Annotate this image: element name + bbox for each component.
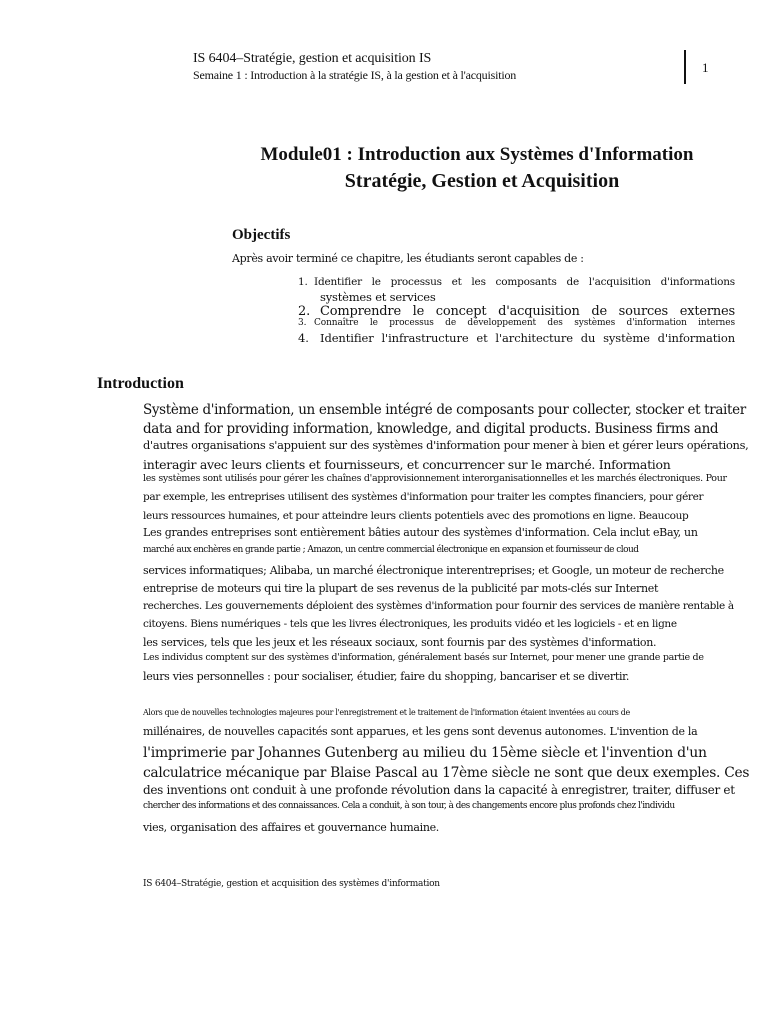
introduction-heading: Introduction <box>97 375 184 392</box>
text-line: citoyens. Biens numériques - tels que les livres électroniques, les produits vidéo et les logiciels - et en ligne <box>143 618 677 630</box>
header-week-subtitle: Semaine 1 : Introduction à la stratégie IS, à la gestion et à l'acquisition <box>193 68 517 82</box>
text-line: leurs vies personnelles : pour socialiser, étudier, faire du shopping, bancariser et se divertir. <box>143 670 630 683</box>
list-item-continuation: systèmes et services <box>320 290 436 304</box>
introduction-paragraph-1 <box>143 402 747 688</box>
list-item-text: Connaître le processus de développement des systèmes d'information internes <box>314 318 735 328</box>
text-line: l'imprimerie par Johannes Gutenberg au milieu du 15ème siècle et l'invention d'un <box>143 745 707 761</box>
text-line: entreprise de moteurs qui tire la plupart de ses revenus de la publicité par mots-clés sur Internet <box>143 582 659 595</box>
list-item-text: Comprendre le concept d'acquisition de sources externes <box>320 304 735 319</box>
text-line: les systèmes sont utilisés pour gérer les chaînes d'approvisionnement interorganisationnelles et les marchés électroniques. Pour <box>143 473 727 484</box>
text-line: services informatiques; Alibaba, un marché électronique interentreprises; et Google, un moteur de recherche <box>143 564 724 577</box>
module-title: Module01 : Introduction aux Systèmes d'Information <box>260 144 694 165</box>
objectives-heading: Objectifs <box>232 227 291 243</box>
footer-text: IS 6404–Stratégie, gestion et acquisition des systèmes d'information <box>143 879 440 889</box>
text-line: recherches. Les gouvernements déploient des systèmes d'information pour fournir des services de manière rentable à <box>143 600 734 612</box>
text-line: millénaires, de nouvelles capacités sont apparues, et les gens sont devenus autonomes. L'invention de la <box>143 725 698 738</box>
list-item-number: 1. <box>298 276 308 288</box>
introduction-paragraph-2 <box>143 708 750 839</box>
list-item-text: Identifier l'infrastructure et l'architecture du système d'information <box>320 331 735 345</box>
page-number: 1 <box>702 60 709 75</box>
text-line: vies, organisation des affaires et gouvernance humaine. <box>143 821 440 834</box>
text-line: par exemple, les entreprises utilisent des systèmes d'information pour traiter les comptes financiers, pour gérer <box>143 491 704 503</box>
text-line: d'autres organisations s'appuient sur des systèmes d'information pour mener à bien et gérer leurs opérations, <box>143 438 749 452</box>
objectives-intro: Après avoir terminé ce chapitre, les étudiants seront capables de : <box>232 252 584 265</box>
text-line: Les grandes entreprises sont entièrement bâties autour des systèmes d'information. Cela inclut eBay, un <box>143 526 698 539</box>
text-line: Alors que de nouvelles technologies majeures pour l'enregistrement et le traitement de l'information étaient inventées au cours de <box>143 708 630 717</box>
list-item-number: 4. <box>298 331 309 345</box>
list-item-number: 2. <box>298 304 311 319</box>
text-line: calculatrice mécanique par Blaise Pascal au 17ème siècle ne sont que deux exemples. Ces <box>143 765 750 781</box>
text-line: des inventions ont conduit à une profonde révolution dans la capacité à enregistrer, traiter, diffuser et <box>143 783 735 797</box>
list-item <box>298 318 735 328</box>
list-item-number: 3. <box>298 318 307 328</box>
list-item <box>298 304 735 319</box>
header-course-title: IS 6404–Stratégie, gestion et acquisition IS <box>193 51 432 66</box>
text-line: leurs ressources humaines, et pour atteindre leurs clients potentiels avec des promotions en ligne. Beaucoup <box>143 510 689 522</box>
objectives-list <box>298 276 735 345</box>
module-subtitle: Stratégie, Gestion et Acquisition <box>344 170 620 192</box>
text-line: data and for providing information, knowledge, and digital products. Business firms and <box>143 421 719 437</box>
text-line: interagir avec leurs clients et fournisseurs, et concurrencer sur le marché. Information <box>143 457 671 472</box>
text-line: chercher des informations et des connaissances. Cela a conduit, à son tour, à des changements encore plus profonds chez l'individu <box>143 801 675 811</box>
header-divider <box>684 50 686 84</box>
list-item <box>298 276 735 288</box>
text-line: marché aux enchères en grande partie ; Amazon, un centre commercial électronique en expansion et fournisseur de cloud <box>143 545 639 555</box>
text-line: les services, tels que les jeux et les réseaux sociaux, sont fournis par des systèmes d'information. <box>143 636 657 649</box>
text-line: Les individus comptent sur des systèmes d'information, généralement basés sur Internet, pour mener une grande partie de <box>143 652 704 663</box>
list-item-text: Identifier le processus et les composants de l'acquisition d'informations <box>314 276 735 288</box>
list-item <box>298 331 735 345</box>
text-line: Système d'information, un ensemble intégré de composants pour collecter, stocker et traiter <box>143 402 746 418</box>
